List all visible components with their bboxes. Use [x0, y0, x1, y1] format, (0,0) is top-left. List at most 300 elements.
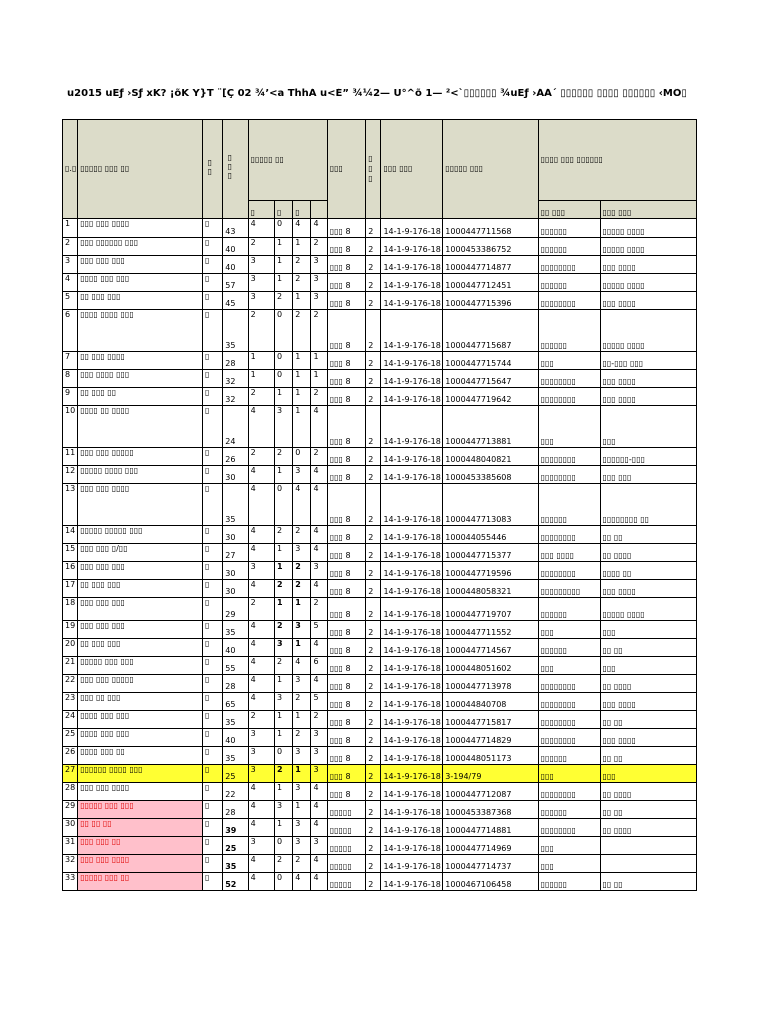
table-row [63, 819, 697, 837]
table-row [63, 526, 697, 544]
cell-s: ▯ [202, 747, 222, 765]
cell-a: 4 [248, 819, 274, 837]
cell-b: 2 [274, 580, 292, 598]
cell-p1: ▯▯▯▯▯▯ [538, 274, 600, 292]
cell-name: ▯▯▯ ▯▯▯ ▯▯▯▯ [78, 219, 203, 238]
header-row [63, 120, 697, 201]
cell-age: 65 [223, 693, 248, 711]
cell-b: 1 [274, 238, 292, 256]
cell-age: 29 [223, 598, 248, 621]
cell-k: 2 [366, 544, 381, 562]
cell-code: 14-1-9-176-18 [381, 639, 443, 657]
table-row [63, 238, 697, 256]
cell-id: 1000447715744 [443, 352, 538, 370]
cell-c: 3 [293, 783, 311, 801]
table-row [63, 639, 697, 657]
cell-t: 1 [311, 352, 327, 370]
cell-code: 14-1-9-176-18 [381, 580, 443, 598]
cell-a: 2 [248, 711, 274, 729]
cell-keb: ▯▯▯ 8 [327, 783, 366, 801]
cell-n: 26 [63, 747, 78, 765]
cell-p1: ▯▯▯▯▯▯ [538, 639, 600, 657]
cell-age: 45 [223, 292, 248, 310]
table-row [63, 388, 697, 406]
table-row [63, 765, 697, 783]
cell-p2: ▯▯▯▯▯ ▯▯▯▯ [600, 598, 697, 621]
cell-name: ▯▯▯▯ ▯▯▯▯ ▯▯▯ [78, 310, 203, 352]
table-row [63, 466, 697, 484]
cell-s: ▯ [202, 562, 222, 580]
cell-t: 4 [311, 406, 327, 448]
cell-p2: ▯▯▯ ▯▯▯ [600, 466, 697, 484]
cell-c: 2 [293, 729, 311, 747]
cell-s: ▯ [202, 675, 222, 693]
cell-n: 28 [63, 783, 78, 801]
cell-a: 2 [248, 598, 274, 621]
cell-keb: ▯▯▯ 8 [327, 544, 366, 562]
cell-t: 3 [311, 837, 327, 855]
cell-t: 4 [311, 484, 327, 526]
cell-keb: ▯▯▯ 8 [327, 352, 366, 370]
cell-p2: ▯▯ ▯▯▯▯ [600, 544, 697, 562]
cell-code: 14-1-9-176-18 [381, 544, 443, 562]
cell-keb: ▯▯▯ 8 [327, 292, 366, 310]
cell-s: ▯ [202, 370, 222, 388]
cell-keb: ▯▯▯ 8 [327, 639, 366, 657]
cell-p1: ▯▯▯ [538, 406, 600, 448]
cell-keb: ▯▯▯ 8 [327, 526, 366, 544]
cell-b: 1 [274, 729, 292, 747]
cell-a: 2 [248, 238, 274, 256]
cell-code: 14-1-9-176-18 [381, 873, 443, 891]
table-row [63, 310, 697, 352]
cell-keb: ▯▯▯▯▯ [327, 801, 366, 819]
header-k: ▯ ▯ ▯ [366, 120, 381, 219]
cell-s: ▯ [202, 765, 222, 783]
cell-c: 3 [293, 819, 311, 837]
cell-s: ▯ [202, 580, 222, 598]
cell-code: 14-1-9-176-18 [381, 352, 443, 370]
cell-id: 1000447719707 [443, 598, 538, 621]
cell-a: 4 [248, 675, 274, 693]
cell-k: 2 [366, 783, 381, 801]
cell-t: 5 [311, 693, 327, 711]
cell-b: 1 [274, 562, 292, 580]
cell-t: 3 [311, 765, 327, 783]
cell-a: 3 [248, 747, 274, 765]
table-row [63, 873, 697, 891]
cell-k: 2 [366, 598, 381, 621]
cell-p1: ▯▯▯▯▯▯▯▯ [538, 370, 600, 388]
cell-n: 30 [63, 819, 78, 837]
cell-n: 5 [63, 292, 78, 310]
header-code1: ▯▯▯ ▯▯▯ [381, 120, 443, 219]
cell-id: 1000447714877 [443, 256, 538, 274]
cell-s: ▯ [202, 693, 222, 711]
cell-keb: ▯▯▯ 8 [327, 580, 366, 598]
cell-s: ▯ [202, 657, 222, 675]
cell-s: ▯ [202, 598, 222, 621]
cell-a: 1 [248, 370, 274, 388]
cell-a: 4 [248, 526, 274, 544]
cell-a: 4 [248, 466, 274, 484]
cell-keb: ▯▯▯▯▯ [327, 873, 366, 891]
cell-p1: ▯▯▯▯▯▯▯▯ [538, 256, 600, 274]
cell-k: 2 [366, 819, 381, 837]
cell-keb: ▯▯▯ 8 [327, 388, 366, 406]
cell-keb: ▯▯▯ 8 [327, 256, 366, 274]
cell-age: 39 [223, 819, 248, 837]
cell-c: 2 [293, 562, 311, 580]
cell-name: ▯▯▯▯▯ ▯▯▯▯ ▯▯▯ [78, 466, 203, 484]
cell-t: 4 [311, 466, 327, 484]
cell-name: ▯▯▯▯ ▯▯▯ ▯▯▯ [78, 711, 203, 729]
cell-a: 4 [248, 873, 274, 891]
cell-k: 2 [366, 526, 381, 544]
cell-code: 14-1-9-176-18 [381, 819, 443, 837]
cell-n: 6 [63, 310, 78, 352]
cell-c: 3 [293, 747, 311, 765]
cell-s: ▯ [202, 219, 222, 238]
cell-t: 2 [311, 711, 327, 729]
cell-code: 14-1-9-176-18 [381, 693, 443, 711]
cell-name: ▯▯▯▯ ▯▯▯ ▯▯ [78, 747, 203, 765]
table-row [63, 406, 697, 448]
table-row [63, 256, 697, 274]
cell-keb: ▯▯▯ 8 [327, 448, 366, 466]
cell-c: 1 [293, 352, 311, 370]
cell-n: 27 [63, 765, 78, 783]
cell-t: 4 [311, 855, 327, 873]
cell-c: 1 [293, 292, 311, 310]
cell-c: 1 [293, 238, 311, 256]
cell-k: 2 [366, 484, 381, 526]
cell-code: 14-1-9-176-18 [381, 526, 443, 544]
cell-p1: ▯▯▯▯▯▯▯▯ [538, 448, 600, 466]
cell-code: 14-1-9-176-18 [381, 406, 443, 448]
cell-code: 14-1-9-176-18 [381, 310, 443, 352]
cell-s: ▯ [202, 544, 222, 562]
cell-b: 3 [274, 693, 292, 711]
cell-id: 1000447711552 [443, 621, 538, 639]
table-row [63, 562, 697, 580]
cell-c: 3 [293, 544, 311, 562]
cell-id: 1000447712451 [443, 274, 538, 292]
cell-k: 2 [366, 711, 381, 729]
cell-a: 3 [248, 729, 274, 747]
cell-a: 4 [248, 406, 274, 448]
cell-s: ▯ [202, 388, 222, 406]
cell-p1: ▯▯▯ [538, 657, 600, 675]
cell-b: 1 [274, 388, 292, 406]
cell-id: 100044055446 [443, 526, 538, 544]
cell-a: 1 [248, 352, 274, 370]
cell-n: 1 [63, 219, 78, 238]
cell-c: 2 [293, 855, 311, 873]
cell-s: ▯ [202, 729, 222, 747]
cell-n: 29 [63, 801, 78, 819]
cell-b: 1 [274, 675, 292, 693]
cell-k: 2 [366, 621, 381, 639]
cell-t: 4 [311, 526, 327, 544]
table-row [63, 292, 697, 310]
cell-age: 30 [223, 562, 248, 580]
cell-s: ▯ [202, 238, 222, 256]
cell-age: 35 [223, 484, 248, 526]
cell-k: 2 [366, 466, 381, 484]
cell-k: 2 [366, 657, 381, 675]
cell-p2 [600, 855, 697, 873]
cell-keb: ▯▯▯▯▯ [327, 819, 366, 837]
cell-k: 2 [366, 256, 381, 274]
cell-k: 2 [366, 855, 381, 873]
cell-age: 28 [223, 675, 248, 693]
cell-id: 1000447712087 [443, 783, 538, 801]
cell-p2: ▯▯ ▯▯▯▯ [600, 783, 697, 801]
cell-b: 1 [274, 783, 292, 801]
cell-c: 1 [293, 406, 311, 448]
cell-k: 2 [366, 406, 381, 448]
cell-id: 1000453387368 [443, 801, 538, 819]
cell-code: 14-1-9-176-18 [381, 466, 443, 484]
cell-n: 21 [63, 657, 78, 675]
cell-id: 1000448058321 [443, 580, 538, 598]
cell-name: ▯▯▯ ▯▯▯ ▯▯▯▯ [78, 855, 203, 873]
cell-a: 3 [248, 765, 274, 783]
cell-code: 14-1-9-176-18 [381, 562, 443, 580]
cell-p1: ▯▯▯▯▯▯ [538, 238, 600, 256]
cell-name: ▯▯▯▯▯ ▯▯▯ ▯▯ [78, 873, 203, 891]
cell-p2: ▯▯ ▯▯ [600, 526, 697, 544]
cell-t: 2 [311, 598, 327, 621]
cell-a: 3 [248, 562, 274, 580]
cell-s: ▯ [202, 801, 222, 819]
cell-s: ▯ [202, 256, 222, 274]
cell-b: 2 [274, 855, 292, 873]
header-p2: ▯▯▯ ▯▯▯ [600, 201, 697, 219]
cell-t: 4 [311, 219, 327, 238]
cell-name: ▯▯ ▯▯▯ ▯▯▯▯ [78, 352, 203, 370]
cell-code: 14-1-9-176-18 [381, 729, 443, 747]
cell-id: 3-194/79 [443, 765, 538, 783]
cell-name: ▯▯ ▯▯▯ ▯▯ [78, 388, 203, 406]
cell-keb: ▯▯▯ 8 [327, 747, 366, 765]
cell-k: 2 [366, 274, 381, 292]
cell-c: 4 [293, 484, 311, 526]
table-row [63, 219, 697, 238]
cell-p2: ▯▯▯ ▯▯▯▯ [600, 580, 697, 598]
cell-name: ▯▯ ▯▯ ▯▯ [78, 819, 203, 837]
cell-id: 1000447713881 [443, 406, 538, 448]
cell-name: ▯▯▯ ▯▯▯▯ ▯▯▯ [78, 370, 203, 388]
cell-s: ▯ [202, 819, 222, 837]
cell-code: 14-1-9-176-18 [381, 388, 443, 406]
cell-p1: ▯▯▯▯▯▯▯▯ [538, 562, 600, 580]
cell-k: 2 [366, 837, 381, 855]
cell-keb: ▯▯▯ 8 [327, 310, 366, 352]
cell-b: 1 [274, 256, 292, 274]
cell-keb: ▯▯▯ 8 [327, 598, 366, 621]
cell-b: 1 [274, 711, 292, 729]
cell-id: 100044840708 [443, 693, 538, 711]
cell-id: 1000447714829 [443, 729, 538, 747]
cell-a: 3 [248, 256, 274, 274]
cell-b: 2 [274, 448, 292, 466]
cell-a: 2 [248, 448, 274, 466]
cell-p2: ▯▯▯ ▯▯▯▯ [600, 693, 697, 711]
header-code2: ▯▯▯▯▯ ▯▯▯ [443, 120, 538, 219]
cell-s: ▯ [202, 783, 222, 801]
cell-b: 0 [274, 310, 292, 352]
cell-c: 2 [293, 526, 311, 544]
cell-name: ▯▯▯▯ ▯▯▯ ▯▯▯ [78, 274, 203, 292]
cell-code: 14-1-9-176-18 [381, 801, 443, 819]
cell-n: 9 [63, 388, 78, 406]
cell-name: ▯▯▯▯ ▯▯ ▯▯▯▯ [78, 406, 203, 448]
table-row [63, 801, 697, 819]
table-row [63, 598, 697, 621]
cell-id: 1000447715817 [443, 711, 538, 729]
cell-id: 1000448051602 [443, 657, 538, 675]
cell-code: 14-1-9-176-18 [381, 855, 443, 873]
cell-id: 1000447715687 [443, 310, 538, 352]
cell-t: 2 [311, 310, 327, 352]
cell-code: 14-1-9-176-18 [381, 598, 443, 621]
cell-c: 0 [293, 448, 311, 466]
header-parent: ▯▯▯▯ ▯▯▯ ▯▯▯▯▯▯ [538, 120, 696, 201]
cell-c: 1 [293, 765, 311, 783]
cell-c: 3 [293, 675, 311, 693]
cell-p1: ▯▯▯▯▯▯ [538, 747, 600, 765]
cell-keb: ▯▯▯ 8 [327, 238, 366, 256]
cell-n: 32 [63, 855, 78, 873]
cell-p2: ▯▯▯▯▯ ▯▯▯▯ [600, 238, 697, 256]
cell-id: 1000447714567 [443, 639, 538, 657]
cell-b: 2 [274, 526, 292, 544]
cell-n: 2 [63, 238, 78, 256]
cell-n: 17 [63, 580, 78, 598]
cell-code: 14-1-9-176-18 [381, 292, 443, 310]
cell-age: 28 [223, 352, 248, 370]
cell-p2: ▯▯ ▯▯▯▯ [600, 819, 697, 837]
cell-a: 4 [248, 855, 274, 873]
cell-n: 3 [63, 256, 78, 274]
cell-id: 1000448051173 [443, 747, 538, 765]
cell-name: ▯▯▯ ▯▯▯ ▯▯▯ [78, 256, 203, 274]
cell-a: 4 [248, 657, 274, 675]
cell-s: ▯ [202, 855, 222, 873]
cell-c: 4 [293, 219, 311, 238]
cell-p1: ▯▯▯▯▯▯ [538, 873, 600, 891]
cell-t: 3 [311, 562, 327, 580]
cell-p2: ▯▯▯ ▯▯▯▯ [600, 388, 697, 406]
cell-code: 14-1-9-176-18 [381, 747, 443, 765]
cell-code: 14-1-9-176-18 [381, 448, 443, 466]
cell-p1: ▯▯▯▯▯▯▯▯ [538, 526, 600, 544]
cell-b: 1 [274, 819, 292, 837]
cell-keb: ▯▯▯ 8 [327, 466, 366, 484]
cell-p2: ▯▯▯ ▯▯▯▯ [600, 292, 697, 310]
cell-keb: ▯▯▯ 8 [327, 657, 366, 675]
cell-b: 1 [274, 544, 292, 562]
cell-k: 2 [366, 639, 381, 657]
cell-b: 2 [274, 621, 292, 639]
cell-a: 3 [248, 292, 274, 310]
cell-a: 3 [248, 837, 274, 855]
cell-c: 4 [293, 657, 311, 675]
cell-c: 2 [293, 310, 311, 352]
cell-keb: ▯▯▯ 8 [327, 711, 366, 729]
cell-n: 19 [63, 621, 78, 639]
cell-k: 2 [366, 238, 381, 256]
cell-n: 11 [63, 448, 78, 466]
cell-id: 1000447715377 [443, 544, 538, 562]
cell-id: 1000447715647 [443, 370, 538, 388]
cell-t: 6 [311, 657, 327, 675]
cell-t: 3 [311, 292, 327, 310]
data-table [62, 119, 697, 891]
table-row [63, 837, 697, 855]
cell-p2: ▯▯▯▯▯▯-▯▯▯ [600, 448, 697, 466]
cell-p2: ▯▯▯ ▯▯▯▯ [600, 256, 697, 274]
cell-p2: ▯▯▯ [600, 765, 697, 783]
cell-name: ▯▯▯▯▯ ▯▯▯ ▯▯▯ [78, 657, 203, 675]
cell-p1: ▯▯▯▯▯▯ [538, 310, 600, 352]
header-g2: ▯ [274, 201, 292, 219]
cell-n: 24 [63, 711, 78, 729]
cell-n: 16 [63, 562, 78, 580]
cell-p2: ▯▯▯▯▯ ▯▯▯▯ [600, 310, 697, 352]
cell-age: 35 [223, 621, 248, 639]
cell-p1: ▯▯▯▯▯▯ [538, 598, 600, 621]
cell-n: 20 [63, 639, 78, 657]
header-kebele: ▯▯▯ [327, 120, 366, 219]
cell-s: ▯ [202, 639, 222, 657]
cell-t: 4 [311, 783, 327, 801]
cell-s: ▯ [202, 711, 222, 729]
cell-p1: ▯▯▯ [538, 621, 600, 639]
cell-t: 4 [311, 873, 327, 891]
cell-n: 13 [63, 484, 78, 526]
table-row [63, 544, 697, 562]
cell-p1: ▯▯▯▯▯▯▯▯ [538, 388, 600, 406]
cell-code: 14-1-9-176-18 [381, 256, 443, 274]
cell-k: 2 [366, 580, 381, 598]
cell-age: 40 [223, 729, 248, 747]
cell-p1: ▯▯▯▯▯▯ [538, 801, 600, 819]
cell-keb: ▯▯▯ 8 [327, 406, 366, 448]
cell-k: 2 [366, 448, 381, 466]
cell-code: 14-1-9-176-18 [381, 484, 443, 526]
cell-p1: ▯▯▯▯▯▯▯▯ [538, 783, 600, 801]
cell-c: 1 [293, 388, 311, 406]
table-row [63, 711, 697, 729]
cell-k: 2 [366, 292, 381, 310]
cell-n: 10 [63, 406, 78, 448]
cell-p2: ▯▯ ▯▯ [600, 639, 697, 657]
cell-n: 25 [63, 729, 78, 747]
cell-id: 1000447715396 [443, 292, 538, 310]
cell-name: ▯▯▯ ▯▯▯ ▯▯ [78, 837, 203, 855]
cell-keb: ▯▯▯ 8 [327, 675, 366, 693]
cell-s: ▯ [202, 484, 222, 526]
cell-p2: ▯▯▯▯ ▯▯ [600, 562, 697, 580]
cell-keb: ▯▯▯ 8 [327, 693, 366, 711]
table-row [63, 274, 697, 292]
cell-c: 2 [293, 274, 311, 292]
cell-n: 7 [63, 352, 78, 370]
cell-age: 24 [223, 406, 248, 448]
